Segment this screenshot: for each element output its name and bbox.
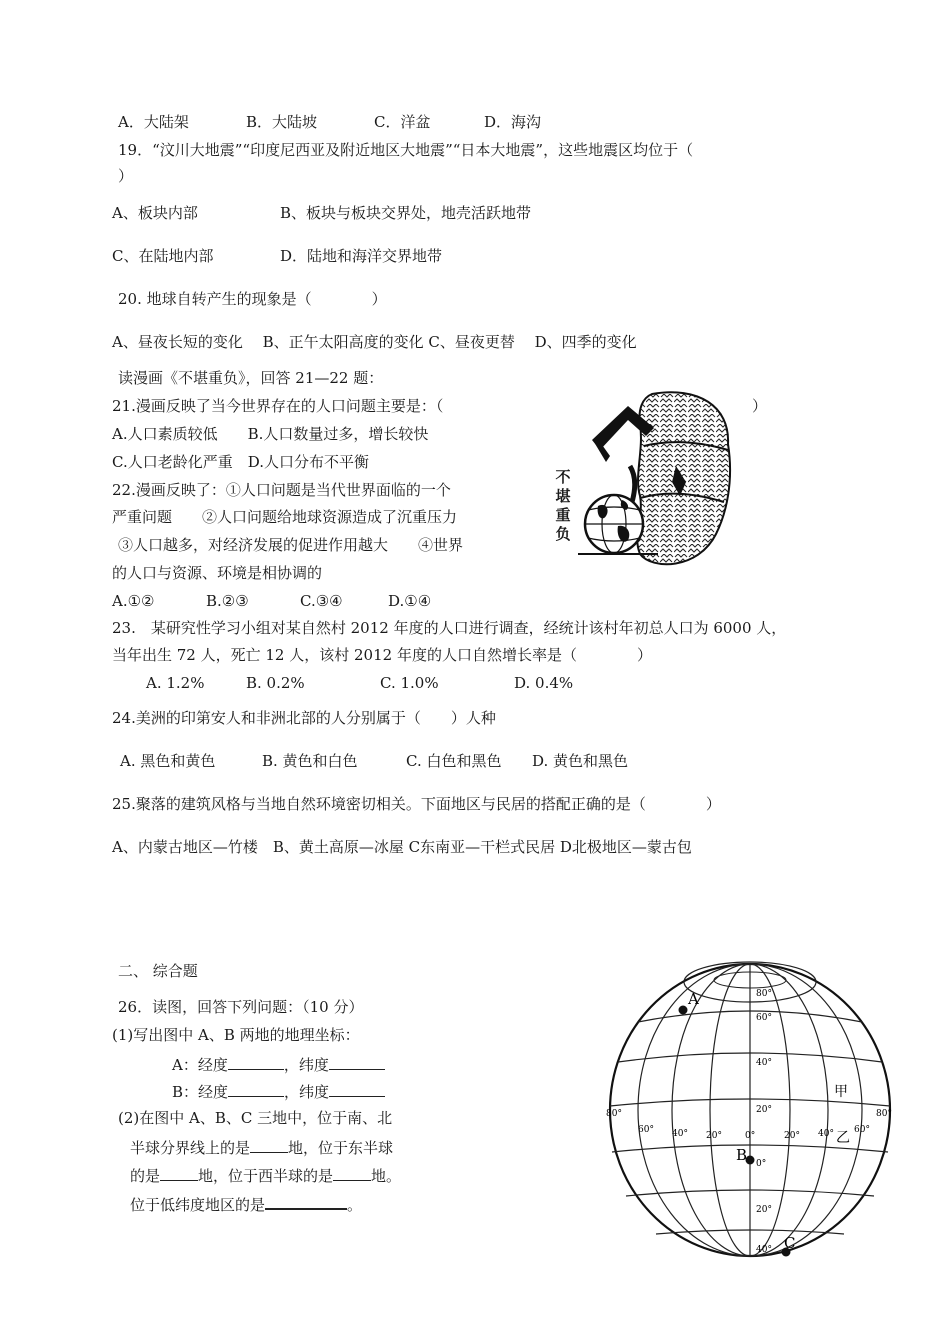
- low-latitude-blank[interactable]: [265, 1192, 347, 1210]
- q26-b-label: B：经度: [172, 1083, 229, 1101]
- lat-label: 80°: [756, 989, 772, 999]
- q19-stem: 19．“汶川大地震”“印度尼西亚及附近地区大地震”“日本大地震”，这些地震区均位于（: [118, 141, 694, 159]
- q21-paren-close: ）: [752, 397, 768, 415]
- q19-option-d: D．陆地和海洋交界地带: [280, 247, 443, 265]
- q24-option-c: C. 白色和黑色: [406, 752, 502, 770]
- cartoon-intro: 读漫画《不堪重负》，回答 21—22 题：: [118, 369, 384, 387]
- q26-b-coords: [172, 1080, 385, 1102]
- q26-a-coords: [172, 1053, 385, 1075]
- equator-point-blank[interactable]: [250, 1136, 288, 1153]
- q24-options: [120, 751, 629, 771]
- q26-part-2-line-2: [130, 1136, 393, 1158]
- q21-options-cd: C.人口老龄化严重 D.人口分布不平衡: [112, 453, 369, 471]
- cartoon-caption-char: 重: [555, 506, 571, 524]
- q22-options: [112, 591, 432, 611]
- q23-option-c: C. 1.0%: [380, 674, 439, 692]
- q23-line-1: 23. 某研究性学习小组对某自然村 2012 年度的人口进行调查，经统计该村年初总人口为 6000 人，: [112, 619, 787, 637]
- lat-label: 20°: [756, 1105, 772, 1115]
- cartoon-caption: [554, 468, 572, 544]
- q19-option-b: B、板块与板块交界处，地壳活跃地带: [280, 204, 532, 222]
- point-a-dot: [679, 1006, 688, 1015]
- eastern-hemisphere-blank[interactable]: [160, 1164, 198, 1181]
- q19-option-c: C、在陆地内部: [112, 247, 214, 265]
- globe-diagram: [604, 952, 896, 1260]
- q26-text: 。: [347, 1196, 363, 1214]
- q18-option-d: D．海沟: [484, 113, 542, 131]
- q18-option-b: B．大陆坡: [246, 113, 318, 131]
- a-latitude-blank[interactable]: [329, 1053, 385, 1070]
- point-c-label: C: [784, 1234, 796, 1252]
- q22-option-a: A.①②: [112, 592, 155, 610]
- lon-label: 60°: [854, 1125, 870, 1135]
- q24-option-b: B. 黄色和白色: [262, 752, 358, 770]
- q19-option-a: A、板块内部: [112, 204, 198, 222]
- q19-stem-cont: ）: [118, 167, 134, 185]
- q26-text: 半球分界线上的是: [130, 1139, 251, 1157]
- q21-stem: 21.漫画反映了当今世界存在的人口问题主要是：（: [112, 397, 444, 415]
- q22-option-b: B.②③: [206, 592, 249, 610]
- q26-a-label: A：经度: [172, 1056, 228, 1074]
- western-hemisphere-blank[interactable]: [333, 1164, 371, 1181]
- q18-options: [118, 112, 542, 132]
- lat-label: 20°: [756, 1205, 772, 1215]
- q26-text: 的是: [130, 1167, 161, 1185]
- q23-line-2: 当年出生 72 人，死亡 12 人，该村 2012 年度的人口自然增长率是（ ）: [112, 646, 652, 664]
- point-b-label: B: [736, 1146, 748, 1164]
- q26-part-2-line-1: (2)在图中 A、B、C 三地中，位于南、北: [118, 1109, 393, 1127]
- q22-line-1: 22.漫画反映了：①人口问题是当代世界面临的一个: [112, 481, 451, 499]
- cartoon-caption-char: 负: [555, 525, 571, 543]
- q20-options: A、昼夜长短的变化 B、正午太阳高度的变化 C、昼夜更替 D、四季的变化: [112, 333, 637, 351]
- q23-option-b: B. 0.2%: [246, 674, 305, 692]
- q24-stem: 24.美洲的印第安人和非洲北部的人分别属于（ ）人种: [112, 709, 496, 727]
- a-longitude-blank[interactable]: [228, 1053, 284, 1070]
- lon-label: 20°: [784, 1131, 800, 1141]
- cartoon-drawing: [548, 384, 734, 580]
- q21-options-ab: A.人口素质较低 B.人口数量过多，增长较快: [112, 425, 429, 443]
- q22-line-2: 严重问题 ②人口问题给地球资源造成了沉重压力: [112, 508, 458, 526]
- lon-label: 80°: [606, 1109, 622, 1119]
- q23-option-a: A. 1.2%: [146, 674, 205, 692]
- q26-stem: 26．读图，回答下列问题：（10 分）: [118, 998, 364, 1016]
- q20-stem: 20. 地球自转产生的现象是（ ）: [118, 290, 387, 308]
- lat-label: 40°: [756, 1245, 772, 1255]
- q22-option-d: D.①④: [388, 592, 432, 610]
- globe-graticule: [604, 952, 896, 1260]
- lon-label: 0°: [745, 1131, 756, 1141]
- cartoon-image: [548, 384, 734, 580]
- q18-option-a: A．大陆架: [118, 113, 189, 131]
- q26-part-1: (1)写出图中 A、B 两地的地理坐标：: [112, 1026, 360, 1044]
- q26-text: 地，位于东半球: [288, 1139, 394, 1157]
- lon-label: 60°: [638, 1125, 654, 1135]
- mark-yi: 乙: [836, 1130, 850, 1146]
- q25-stem: 25.聚落的建筑风格与当地自然环境密切相关。下面地区与民居的搭配正确的是（ ）: [112, 795, 721, 813]
- point-a-label: A: [688, 990, 699, 1008]
- q26-text: 位于低纬度地区的是: [130, 1196, 266, 1214]
- section-2-heading: 二、 综合题: [118, 962, 198, 980]
- q22-line-3: ③人口越多，对经济发展的促进作用越大 ④世界: [118, 536, 464, 554]
- cartoon-caption-char: 堪: [555, 487, 571, 505]
- q24-option-a: A. 黑色和黄色: [120, 752, 216, 770]
- q23-option-d: D. 0.4%: [514, 674, 574, 692]
- q24-option-d: D. 黄色和黑色: [532, 752, 629, 770]
- mark-jia: 甲: [834, 1084, 848, 1100]
- q22-option-c: C.③④: [300, 592, 343, 610]
- lon-label: 20°: [706, 1131, 722, 1141]
- lon-label: 40°: [818, 1129, 834, 1139]
- q25-options: A、内蒙古地区—竹楼 B、黄土高原—冰屋 C东南亚—干栏式民居 D北极地区—蒙古包: [112, 838, 692, 856]
- lat-label: 60°: [756, 1013, 772, 1023]
- q26-part-2-line-3: [130, 1164, 401, 1186]
- lat-label: 0°: [756, 1159, 767, 1169]
- b-latitude-blank[interactable]: [329, 1080, 385, 1097]
- q26-text: 地，位于西半球的是: [198, 1167, 334, 1185]
- lat-label: 40°: [756, 1058, 772, 1068]
- q26-lat-label: ，纬度: [283, 1056, 329, 1074]
- cartoon-caption-char: 不: [555, 468, 571, 486]
- lon-label: 40°: [672, 1129, 688, 1139]
- q26-lat-label: ，纬度: [284, 1083, 330, 1101]
- q26-text: 地。: [371, 1167, 402, 1185]
- q23-options: [146, 673, 574, 693]
- q18-option-c: C．洋盆: [374, 113, 431, 131]
- lon-label: 80°: [876, 1109, 892, 1119]
- q26-part-2-line-4: [130, 1192, 362, 1215]
- b-longitude-blank[interactable]: [228, 1080, 284, 1097]
- q22-line-4: 的人口与资源、环境是相协调的: [112, 564, 323, 582]
